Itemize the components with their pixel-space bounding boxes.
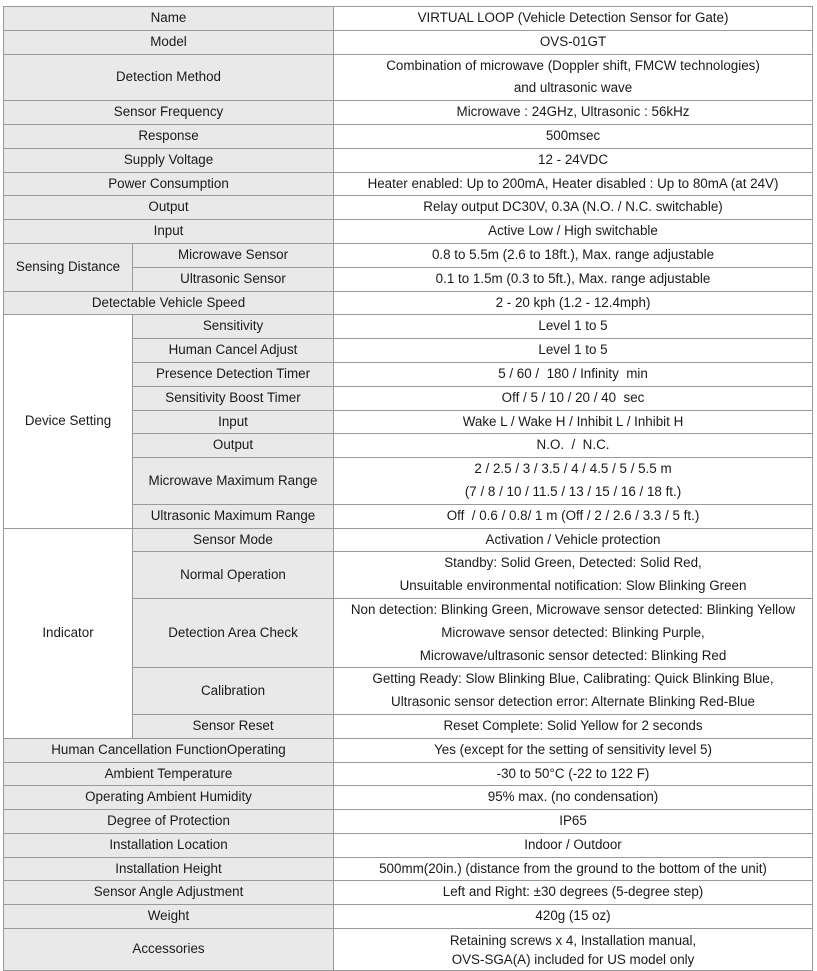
row-label: Degree of Protection [4, 810, 334, 834]
value-line: and ultrasonic wave [513, 80, 633, 96]
table-row [4, 172, 813, 196]
row-value: 2 - 20 kph (1.2 - 12.4mph) [334, 291, 813, 315]
group-label: Indicator [4, 528, 133, 738]
row-label: Microwave Maximum Range [133, 458, 334, 505]
value-line: Microwave sensor detected: Blinking Purple, [441, 624, 705, 640]
row-value: IP65 [334, 810, 813, 834]
row-value: Wake L / Wake H / Inhibit L / Inhibit H [334, 410, 813, 434]
row-label: Input [4, 220, 334, 244]
row-value: 500msec [334, 124, 813, 148]
table-row [4, 220, 813, 244]
table-row [4, 54, 813, 101]
row-value [334, 552, 813, 599]
row-label: Sensor Angle Adjustment [4, 881, 334, 905]
row-value: Level 1 to 5 [334, 315, 813, 339]
table-row [4, 101, 813, 125]
row-label: Detectable Vehicle Speed [4, 291, 334, 315]
row-label: Detection Method [4, 54, 334, 101]
table-row [4, 786, 813, 810]
row-label: Sensor Frequency [4, 101, 334, 125]
row-value: 5 / 60 / 180 / Infinity min [334, 362, 813, 386]
row-value: Activation / Vehicle protection [334, 528, 813, 552]
row-value: -30 to 50°C (-22 to 122 F) [334, 762, 813, 786]
row-label: Microwave Sensor [133, 243, 334, 267]
row-value [334, 54, 813, 101]
value-line: 2 / 2.5 / 3 / 3.5 / 4 / 4.5 / 5 / 5.5 m [474, 461, 672, 477]
row-value: 0.1 to 1.5m (0.3 to 5ft.), Max. range adjustable [334, 267, 813, 291]
group-label: Device Setting [4, 315, 133, 528]
table-row [4, 7, 813, 31]
value-line: Unsuitable environmental notification: Slow Blinking Green [399, 578, 747, 594]
table-row [4, 810, 813, 834]
table-row [4, 148, 813, 172]
row-value: N.O. / N.C. [334, 434, 813, 458]
value-line: (7 / 8 / 10 / 11.5 / 13 / 15 / 16 / 18 ft.) [464, 483, 682, 499]
table-row [4, 905, 813, 929]
group-label: Sensing Distance [4, 243, 133, 291]
row-label: Model [4, 30, 334, 54]
row-label: Normal Operation [133, 552, 334, 599]
value-line: Retaining screws x 4, Installation manual, [449, 932, 697, 948]
spec-table [3, 6, 813, 971]
value-line: Non detection: Blinking Green, Microwave sensor detected: Blinking Yellow [350, 601, 796, 617]
row-value: 500mm(20in.) (distance from the ground to the bottom of the unit) [334, 857, 813, 881]
row-label: Ultrasonic Sensor [133, 267, 334, 291]
row-label: Output [133, 434, 334, 458]
row-label: Ambient Temperature [4, 762, 334, 786]
row-value: Left and Right: ±30 degrees (5-degree step) [334, 881, 813, 905]
table-row [4, 528, 813, 552]
row-value: Heater enabled: Up to 200mA, Heater disabled : Up to 80mA (at 24V) [334, 172, 813, 196]
row-label: Accessories [4, 929, 334, 971]
row-value: OVS-01GT [334, 30, 813, 54]
value-line: Getting Ready: Slow Blinking Blue, Calibrating: Quick Blinking Blue, [372, 671, 774, 687]
value-line: Ultrasonic sensor detection error: Alternate Blinking Red-Blue [391, 694, 755, 710]
row-value: Off / 0.6 / 0.8/ 1 m (Off / 2 / 2.6 / 3.3 / 5 ft.) [334, 504, 813, 528]
row-label: Input [133, 410, 334, 434]
table-row [4, 315, 813, 339]
row-label: Installation Location [4, 833, 334, 857]
row-value: VIRTUAL LOOP (Vehicle Detection Sensor for Gate) [334, 7, 813, 31]
row-value: 0.8 to 5.5m (2.6 to 18ft.), Max. range adjustable [334, 243, 813, 267]
value-line: Microwave/ultrasonic sensor detected: Blinking Red [419, 647, 727, 663]
row-value: Reset Complete: Solid Yellow for 2 seconds [334, 714, 813, 738]
row-value: 12 - 24VDC [334, 148, 813, 172]
row-value: Yes (except for the setting of sensitivity level 5) [334, 738, 813, 762]
row-label: Sensor Mode [133, 528, 334, 552]
row-value: 420g (15 oz) [334, 905, 813, 929]
row-value [334, 929, 813, 971]
row-value [334, 668, 813, 715]
table-row [4, 881, 813, 905]
row-value: Indoor / Outdoor [334, 833, 813, 857]
row-value: 95% max. (no condensation) [334, 786, 813, 810]
table-row [4, 243, 813, 267]
row-label: Power Consumption [4, 172, 334, 196]
row-label: Output [4, 196, 334, 220]
row-label: Sensitivity Boost Timer [133, 386, 334, 410]
table-row [4, 762, 813, 786]
row-label: Weight [4, 905, 334, 929]
row-label: Operating Ambient Humidity [4, 786, 334, 810]
value-line: OVS-SGA(A) included for US model only [451, 951, 695, 967]
table-row [4, 30, 813, 54]
table-row [4, 738, 813, 762]
row-value: Microwave : 24GHz, Ultrasonic : 56kHz [334, 101, 813, 125]
table-row [4, 196, 813, 220]
table-row [4, 291, 813, 315]
row-label: Supply Voltage [4, 148, 334, 172]
row-value: Level 1 to 5 [334, 339, 813, 363]
row-label: Response [4, 124, 334, 148]
table-row [4, 929, 813, 971]
row-label: Detection Area Check [133, 598, 334, 667]
row-value: Relay output DC30V, 0.3A (N.O. / N.C. switchable) [334, 196, 813, 220]
row-value [334, 458, 813, 505]
row-label: Human Cancellation FunctionOperating [4, 738, 334, 762]
row-label: Installation Height [4, 857, 334, 881]
table-row [4, 857, 813, 881]
value-line: Combination of microwave (Doppler shift, FMCW technologies) [386, 57, 760, 73]
row-label: Calibration [133, 668, 334, 715]
row-value: Off / 5 / 10 / 20 / 40 sec [334, 386, 813, 410]
row-value [334, 598, 813, 667]
table-row [4, 124, 813, 148]
row-label: Ultrasonic Maximum Range [133, 504, 334, 528]
table-row [4, 833, 813, 857]
row-label: Sensor Reset [133, 714, 334, 738]
value-line: Standby: Solid Green, Detected: Solid Red, [444, 555, 702, 571]
row-label: Sensitivity [133, 315, 334, 339]
row-value: Active Low / High switchable [334, 220, 813, 244]
row-label: Human Cancel Adjust [133, 339, 334, 363]
row-label: Name [4, 7, 334, 31]
row-label: Presence Detection Timer [133, 362, 334, 386]
